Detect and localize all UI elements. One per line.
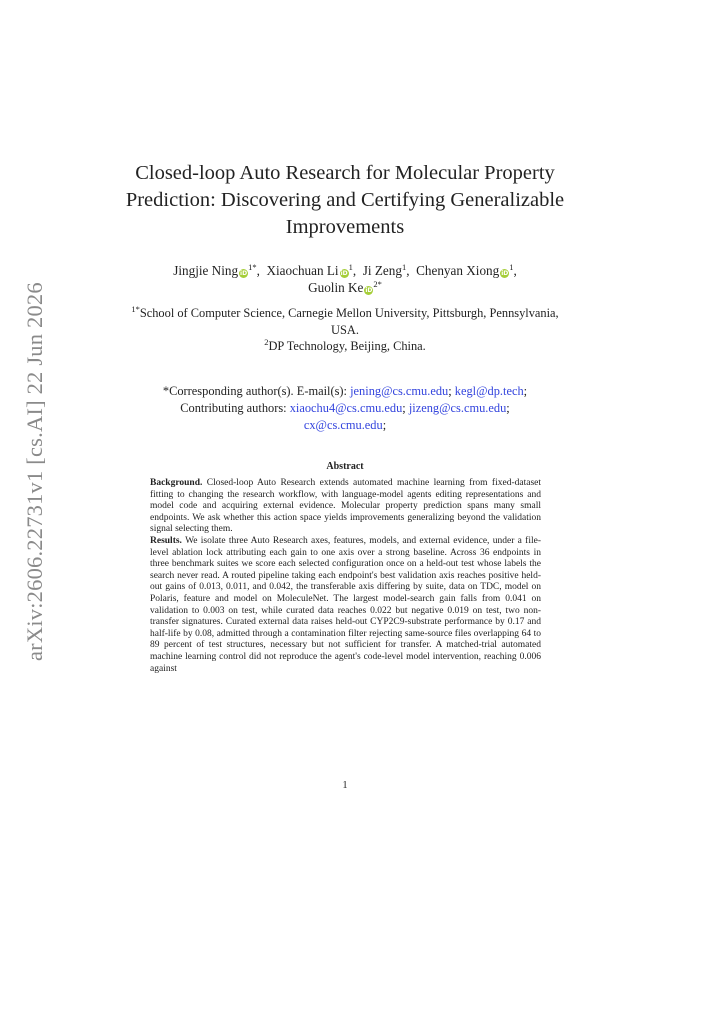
affiliations: [120, 305, 570, 355]
abstract-background: Background. Closed-loop Auto Research extends automated machine learning from fixed-dataset fitting to changing the research workflow, with language-model agents editing representations and model code and acquiring external evidence. Molecular property prediction spans many small endpoints. We ask whether this action space yields improvements generalizing beyond the validation signal selecting them.: [150, 478, 541, 535]
orcid-icon[interactable]: iD: [340, 270, 348, 277]
email-link[interactable]: kegl@dp.tech: [454, 384, 524, 398]
arxiv-identifier-stamp: arXiv:2606.22731v1 [cs.AI] 22 Jun 2026: [22, 282, 47, 661]
orcid-icon[interactable]: iD: [501, 270, 509, 277]
page-number: 1: [342, 780, 348, 791]
author-4: Chenyan Xiong $iD^1$: [416, 262, 514, 278]
contact-info: [110, 383, 580, 434]
email-link[interactable]: jening@cs.cmu.edu: [350, 384, 449, 398]
contributing-line: Contributing authors: xiaochu4@cs.cmu.edu; jizeng@cs.cmu.edu;: [180, 401, 510, 415]
email-link[interactable]: cx@cs.cmu.edu: [303, 418, 383, 432]
contributing-line-cont: cx@cs.cmu.edu;: [303, 418, 387, 432]
corresponding-line: *Corresponding author(s). E-mail(s): jening@cs.cmu.edu; kegl@dp.tech;: [162, 384, 528, 398]
email-link[interactable]: jizeng@cs.cmu.edu: [408, 401, 507, 415]
orcid-icon[interactable]: iD: [240, 270, 248, 277]
author-1: Jingjie Ning $iD^{1*}$: [173, 262, 257, 278]
author-3: Ji Zeng$^1$: [362, 262, 407, 278]
email-link[interactable]: xiaochu4@cs.cmu.edu: [289, 401, 403, 415]
abstract-results: Results. We isolate three Auto Research axes, features, models, and external evidence, under a file-level ablation lock attributing each gain to one axis over a strong baseline. Across 36 endpoints in three benchmark suites we score each selected configuration once on a held-out test whose labels the search never read. A routed pipeline taking each endpoint's best validation axis reaches positive held-out gains of 0.013, 0.011, and 0.042, the transferable axis differing by suite, data on TDC, model on Polaris, feature and model on MoleculeNet. The largest model-search gain falls from 0.041 on validation to 0.003 on test, while curated data reaches 0.022 but negative 0.019 on test, two non-transfer signatures. Curated external data raises held-out CYP2C9-substrate performance by 0.17 and half-life by 0.08, admitted through a contamination filter rejecting same-source files overlapping 64 to 89 percent of test structures, necessary but not sufficient for transfer. A matched-trial automated machine learning control did not reproduce the agent's code-level model intervention, reaching 0.006 against: [150, 535, 541, 674]
abstract-heading: Abstract: [326, 461, 364, 472]
author-5: Guolin Ke $iD^{2*}$: [308, 279, 382, 295]
paper-title: Closed-loop Auto Research for Molecular Property Prediction: Discovering and Certifying Generalizable Improvements: [125, 162, 565, 238]
affiliation-1: $^{1*}$School of Computer Science, Carnegie Mellon University, Pittsburgh, Pennsylvania, USA.: [131, 304, 559, 337]
orcid-icon[interactable]: iD: [365, 287, 373, 294]
author-list: Jingjie Ning $iD^{1*}$, Xiaochuan Li $iD^1$, Ji Zeng$^1$, Chenyan Xiong $iD^1$, Guolin Ke $iD^{2*}$: [173, 262, 517, 295]
abstract-body: [150, 478, 541, 675]
author-2: Xiaochuan Li $iD^1$: [266, 262, 353, 278]
affiliation-2: $^2$DP Technology, Beijing, China.: [264, 337, 426, 353]
